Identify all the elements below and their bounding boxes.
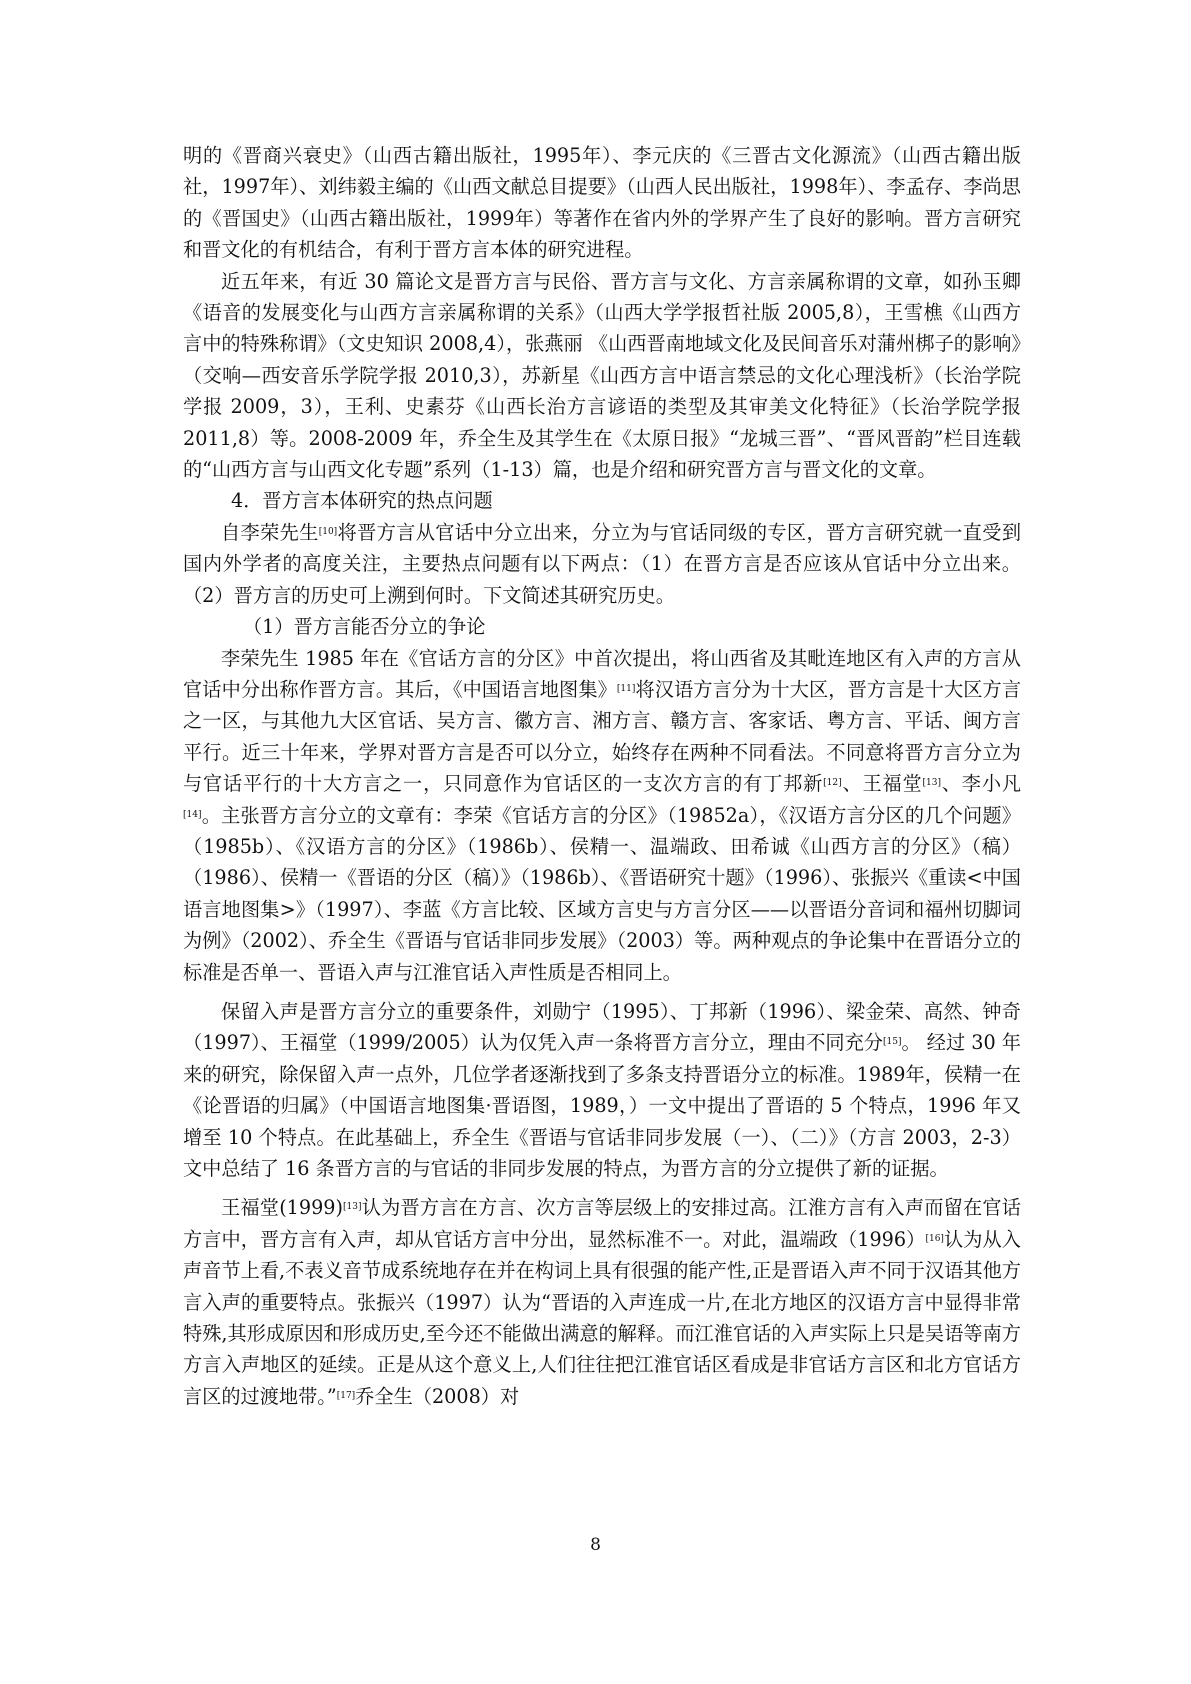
section-heading-4: 4．晋方言本体研究的热点问题	[231, 489, 493, 513]
paragraph-3-text-a: 自李荣先生	[221, 520, 319, 544]
paragraph-4-text-b: 将汉语方言分为十大区，晋方言是十大区方言之一区，与其他九大区官话、吴方言、徽方言、湘方言、赣方言、客家话、粤方言、平话、闽方言平行。近三十年来，学界对晋方言是否可以分立，始终存在两种不同看法。不同意将晋方言分立为与官话平行的十大方言之一，只同意作为官话区的一支次方言的有丁邦新	[183, 677, 1022, 796]
citation-ref-17: [17]	[336, 1390, 356, 1401]
paragraph-4-text-d: 、李小凡	[940, 772, 1022, 796]
paragraph-6-text-d: 乔全生（2008）对	[355, 1384, 520, 1408]
paragraph-4-text-c: 、王福堂	[841, 772, 923, 796]
paragraph-2: 近五年来，有近 30 篇论文是晋方言与民俗、晋方言与文化、方言亲属称谓的文章，如孙玉卿《语音的发展变化与山西方言亲属称谓的关系》（山西大学学报哲社版 2005,8），王雪樵《山西方言中的特殊称谓》（文史知识 2008,4），张燕丽 《山西晋南地域文化及民间音乐对蒲州梆子的影响》（交响—西安音乐学院学报 2010,3），苏新星《山西方言中语言禁忌的文化心理浅析》（长治学院学报 2009，3），王利、史素芬《山西长治方言谚语的类型及其审美文化特征》（长治学院学报 2011,8）等。2008-2009 年，乔全生及其学生在《太原日报》“龙城三晋”、“晋风晋韵”栏目连载的“山西方言与山西文化专题”系列（1-13）篇，也是介绍和研究晋方言与晋文化的文章。	[183, 269, 1021, 482]
paragraph-6	[183, 1192, 1021, 1412]
paragraph-3-text-b: 将晋方言从官话中分立出来，分立为与官话同级的专区，晋方言研究就一直受到国内外学者的高度关注，主要热点问题有以下两点：（1）在晋方言是否应该从官话中分立出来。（2）晋方言的历史可上溯到何时。下文简述其研究历史。	[183, 520, 1022, 607]
citation-ref-15: [15]	[883, 1037, 902, 1048]
subsection-heading-1: （1）晋方言能否分立的争论	[243, 615, 486, 639]
document-body	[183, 140, 1021, 1412]
paragraph-1: 明的《晋商兴衰史》（山西古籍出版社，1995年）、李元庆的《三晋古文化源流》（山西古籍出版社，1997年）、刘纬毅主编的《山西文献总目提要》（山西人民出版社，1998年）、李孟存、李尚思的《晋国史》（山西古籍出版社，1999年）等著作在省内外的学界产生了良好的影响。晋方言研究和晋文化的有机结合，有利于晋方言本体的研究进程。	[183, 144, 1021, 262]
paragraph-6-text-b: 认为晋方言在方言、次方言等层级上的安排过高。江淮方言有入声而留在官话方言中，晋方言有入声，却从官话方言中分出，显然标准不一。对此，温端政（1996）	[183, 1196, 1021, 1251]
paragraph-5-text-b: 。 经过 30 年来的研究，除保留入声一点外，几位学者逐渐找到了多条支持晋语分立的标准。1989年，侯精一在《论晋语的归属》（中国语言地图集·晋语图，1989，）一文中提出了晋语的 5 个特点，1996 年又增至 10 个特点。在此基础上，乔全生《晋语与官话非同步发展（一）、（二）》（方言 2003，2-3）文中总结了 16 条晋方言的与官话的非同步发展的特点，为晋方言的分立提供了新的证据。	[183, 1031, 1021, 1180]
citation-ref-11: [11]	[616, 683, 636, 694]
citation-ref-16: [16]	[925, 1233, 944, 1244]
citation-ref-12: [12]	[823, 778, 842, 789]
citation-ref-10: [10]	[318, 526, 338, 537]
paragraph-6-text-c: 认为从入声音节上看,不表义音节成系统地存在并在构词上具有很强的能产性,正是晋语入声不同于汉语其他方言入声的重要特点。张振兴（1997）认为“晋语的入声连成一片,在北方地区的汉语方言中显得非常特殊,其形成原因和形成历史,至今还不能做出满意的解释。而江淮官话的入声实际上只是吴语等南方方言入声地区的延续。正是从这个意义上,人们往往把江淮官话区看成是非官话方言区和北方官话方言区的过渡地带。”	[183, 1227, 1021, 1408]
paragraph-5-text-a: 保留入声是晋方言分立的重要条件，刘勋宁（1995）、丁邦新（1996）、梁金荣、高然、钟奇（1997）、王福堂（1999/2005）认为仅凭入声一条将晋方言分立，理由不同充分	[183, 999, 1021, 1055]
paragraph-5	[183, 996, 1021, 1184]
paragraph-4	[183, 643, 1021, 988]
citation-ref-13: [13]	[922, 778, 941, 789]
citation-ref-13b: [13]	[343, 1202, 362, 1213]
paragraph-6-text-a: 王福堂(1999)	[221, 1196, 343, 1220]
paragraph-4-text-a: 李荣先生 1985 年在《官话方言的分区》中首次提出，将山西省及其毗连地区有入声的方言从官话中分出称作晋方言。其后，《中国语言地图集》	[183, 646, 1021, 701]
page-number: 8	[590, 1535, 601, 1555]
paragraph-3	[183, 517, 1021, 611]
citation-ref-14: [14]	[183, 809, 202, 820]
paragraph-4-text-e: 。主张晋方言分立的文章有：李荣《官话方言的分区》（19852a），《汉语方言分区的几个问题》（1985b）、《汉语方言的分区》（1986b）、侯精一、温端政、田希诚《山西方言的分区》（稿）（1986）、侯精一《晋语的分区（稿）》（1986b）、《晋语研究十题》（1996）、张振兴《重读<中国语言地图集>》（1997）、李蓝《方言比较、区域方言史与方言分区——以晋语分音词和福州切脚词为例》（2002）、乔全生《晋语与官话非同步发展》（2003）等。两种观点的争论集中在晋语分立的标准是否单一、晋语入声与江淮官话入声性质是否相同上。	[183, 803, 1021, 984]
